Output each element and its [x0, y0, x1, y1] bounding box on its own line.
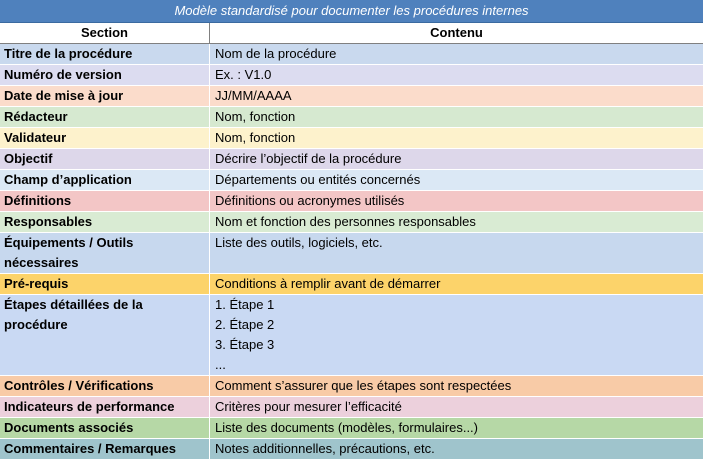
section-cell[interactable]: Équipements / Outils nécessaires: [0, 233, 210, 273]
step-item: 3. Étape 3: [215, 337, 275, 352]
step-item: 2. Étape 2: [215, 317, 275, 332]
table-row[interactable]: [0, 128, 703, 149]
contenu-cell[interactable]: Ex. : V1.0: [215, 67, 272, 82]
table-row[interactable]: [0, 86, 703, 107]
section-cell[interactable]: Validateur: [0, 128, 210, 148]
table-row[interactable]: [0, 295, 703, 376]
contenu-cell[interactable]: Nom, fonction: [215, 109, 296, 124]
table-row[interactable]: [0, 65, 703, 86]
contenu-cell[interactable]: Liste des outils, logiciels, etc.: [215, 235, 383, 250]
table-row[interactable]: [0, 44, 703, 65]
sheet-title: Modèle standardisé pour documenter les procédures internes: [0, 0, 703, 23]
header-contenu: Contenu: [430, 25, 483, 40]
section-cell[interactable]: Rédacteur: [0, 107, 210, 127]
step-item: ...: [215, 357, 226, 372]
table-row[interactable]: [0, 439, 703, 460]
section-cell[interactable]: Contrôles / Vérifications: [0, 376, 210, 396]
section-cell[interactable]: Étapes détaillées de la procédure: [0, 295, 210, 375]
table-row[interactable]: [0, 274, 703, 295]
table-row[interactable]: [0, 397, 703, 418]
table-row[interactable]: [0, 149, 703, 170]
contenu-cell[interactable]: Conditions à remplir avant de démarrer: [215, 276, 441, 291]
table-header: [0, 23, 703, 44]
table-row[interactable]: [0, 170, 703, 191]
section-cell[interactable]: Responsables: [0, 212, 210, 232]
contenu-cell[interactable]: Notes additionnelles, précautions, etc.: [215, 441, 435, 456]
contenu-cell[interactable]: Départements ou entités concernés: [215, 172, 421, 187]
contenu-cell[interactable]: Définitions ou acronymes utilisés: [215, 193, 405, 208]
contenu-cell[interactable]: Nom de la procédure: [215, 46, 337, 61]
contenu-cell[interactable]: Critères pour mesurer l’efficacité: [215, 399, 402, 414]
table-row[interactable]: [0, 418, 703, 439]
contenu-cell[interactable]: JJ/MM/AAAA: [215, 88, 292, 103]
table-row[interactable]: [0, 233, 703, 274]
step-item: 1. Étape 1: [215, 297, 275, 312]
contenu-cell[interactable]: Comment s’assurer que les étapes sont respectées: [215, 378, 512, 393]
contenu-cell[interactable]: Décrire l’objectif de la procédure: [215, 151, 402, 166]
section-cell[interactable]: Champ d’application: [0, 170, 210, 190]
table-row[interactable]: [0, 376, 703, 397]
section-cell[interactable]: Titre de la procédure: [0, 44, 210, 64]
section-cell[interactable]: Objectif: [0, 149, 210, 169]
contenu-cell[interactable]: Liste des documents (modèles, formulaires...): [215, 420, 478, 435]
section-cell[interactable]: Numéro de version: [0, 65, 210, 85]
table-row[interactable]: [0, 191, 703, 212]
section-cell[interactable]: Pré-requis: [0, 274, 210, 294]
contenu-cell[interactable]: [210, 295, 703, 375]
section-cell[interactable]: Documents associés: [0, 418, 210, 438]
contenu-cell[interactable]: Nom et fonction des personnes responsables: [215, 214, 476, 229]
section-cell[interactable]: Date de mise à jour: [0, 86, 210, 106]
table-row[interactable]: [0, 212, 703, 233]
section-cell[interactable]: Commentaires / Remarques: [0, 439, 210, 459]
section-cell[interactable]: Indicateurs de performance: [0, 397, 210, 417]
contenu-cell[interactable]: Nom, fonction: [215, 130, 296, 145]
section-cell[interactable]: Définitions: [0, 191, 210, 211]
table-row[interactable]: [0, 107, 703, 128]
header-section: Section: [0, 23, 210, 43]
